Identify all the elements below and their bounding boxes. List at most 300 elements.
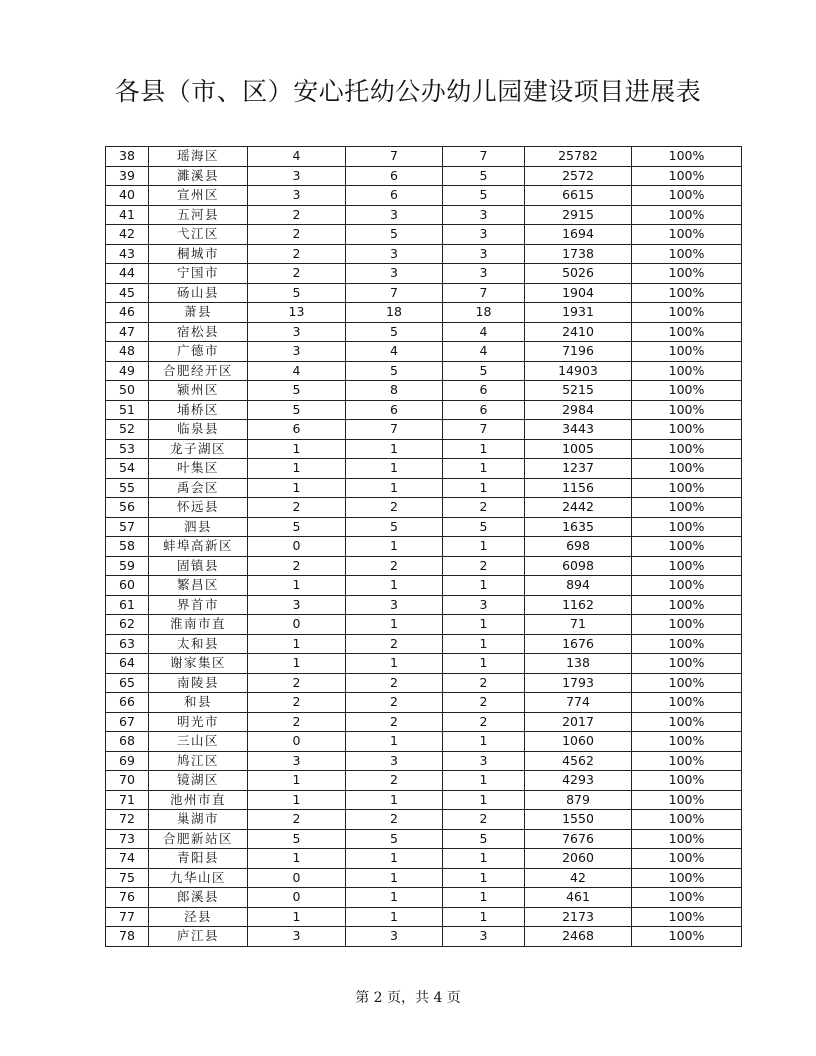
amount-cell: 2410	[525, 322, 632, 342]
count-cell-b: 1	[346, 439, 443, 459]
progress-cell: 100%	[632, 244, 742, 264]
row-index-cell: 41	[106, 205, 149, 225]
count-cell-c: 5	[443, 186, 525, 206]
count-cell-c: 3	[443, 927, 525, 947]
count-cell-b: 2	[346, 634, 443, 654]
row-index-cell: 64	[106, 654, 149, 674]
row-index-cell: 54	[106, 459, 149, 479]
count-cell-a: 1	[248, 439, 346, 459]
count-cell-a: 2	[248, 244, 346, 264]
district-name-cell: 宁国市	[149, 264, 248, 284]
count-cell-b: 3	[346, 927, 443, 947]
count-cell-c: 1	[443, 732, 525, 752]
district-name-cell: 怀远县	[149, 498, 248, 518]
amount-cell: 1060	[525, 732, 632, 752]
table-row	[106, 381, 742, 401]
count-cell-b: 18	[346, 303, 443, 323]
count-cell-a: 2	[248, 264, 346, 284]
count-cell-c: 1	[443, 615, 525, 635]
count-cell-b: 5	[346, 225, 443, 245]
table-row	[106, 166, 742, 186]
progress-cell: 100%	[632, 498, 742, 518]
amount-cell: 2442	[525, 498, 632, 518]
count-cell-a: 1	[248, 459, 346, 479]
table-row	[106, 732, 742, 752]
count-cell-c: 6	[443, 381, 525, 401]
progress-cell: 100%	[632, 322, 742, 342]
count-cell-b: 2	[346, 498, 443, 518]
count-cell-c: 1	[443, 439, 525, 459]
district-name-cell: 明光市	[149, 712, 248, 732]
count-cell-b: 1	[346, 849, 443, 869]
table-row	[106, 322, 742, 342]
count-cell-a: 1	[248, 849, 346, 869]
count-cell-a: 2	[248, 225, 346, 245]
amount-cell: 2017	[525, 712, 632, 732]
row-index-cell: 68	[106, 732, 149, 752]
table-row	[106, 927, 742, 947]
count-cell-c: 1	[443, 849, 525, 869]
row-index-cell: 78	[106, 927, 149, 947]
count-cell-a: 2	[248, 712, 346, 732]
amount-cell: 2915	[525, 205, 632, 225]
count-cell-b: 1	[346, 459, 443, 479]
district-name-cell: 合肥经开区	[149, 361, 248, 381]
count-cell-a: 2	[248, 693, 346, 713]
count-cell-b: 5	[346, 517, 443, 537]
district-name-cell: 五河县	[149, 205, 248, 225]
count-cell-a: 13	[248, 303, 346, 323]
district-name-cell: 郎溪县	[149, 888, 248, 908]
count-cell-a: 0	[248, 615, 346, 635]
table-row	[106, 654, 742, 674]
count-cell-c: 3	[443, 244, 525, 264]
count-cell-b: 7	[346, 283, 443, 303]
count-cell-a: 3	[248, 595, 346, 615]
district-name-cell: 叶集区	[149, 459, 248, 479]
district-name-cell: 九华山区	[149, 868, 248, 888]
amount-cell: 5026	[525, 264, 632, 284]
row-index-cell: 40	[106, 186, 149, 206]
count-cell-a: 4	[248, 361, 346, 381]
count-cell-a: 3	[248, 186, 346, 206]
count-cell-b: 1	[346, 537, 443, 557]
count-cell-a: 0	[248, 732, 346, 752]
count-cell-b: 2	[346, 810, 443, 830]
count-cell-c: 2	[443, 673, 525, 693]
count-cell-b: 2	[346, 712, 443, 732]
count-cell-a: 0	[248, 868, 346, 888]
amount-cell: 6098	[525, 556, 632, 576]
row-index-cell: 63	[106, 634, 149, 654]
progress-cell: 100%	[632, 186, 742, 206]
count-cell-c: 5	[443, 829, 525, 849]
amount-cell: 138	[525, 654, 632, 674]
count-cell-b: 7	[346, 420, 443, 440]
progress-table	[105, 146, 742, 947]
count-cell-c: 4	[443, 322, 525, 342]
row-index-cell: 76	[106, 888, 149, 908]
progress-cell: 100%	[632, 303, 742, 323]
district-name-cell: 池州市直	[149, 790, 248, 810]
table-row	[106, 517, 742, 537]
table-row	[106, 147, 742, 167]
progress-cell: 100%	[632, 381, 742, 401]
amount-cell: 1005	[525, 439, 632, 459]
count-cell-a: 1	[248, 654, 346, 674]
progress-cell: 100%	[632, 517, 742, 537]
table-row	[106, 790, 742, 810]
table-row	[106, 420, 742, 440]
district-name-cell: 庐江县	[149, 927, 248, 947]
progress-cell: 100%	[632, 400, 742, 420]
row-index-cell: 52	[106, 420, 149, 440]
district-name-cell: 镜湖区	[149, 771, 248, 791]
progress-cell: 100%	[632, 790, 742, 810]
amount-cell: 5215	[525, 381, 632, 401]
row-index-cell: 59	[106, 556, 149, 576]
amount-cell: 1162	[525, 595, 632, 615]
count-cell-c: 1	[443, 537, 525, 557]
progress-cell: 100%	[632, 420, 742, 440]
amount-cell: 774	[525, 693, 632, 713]
amount-cell: 42	[525, 868, 632, 888]
progress-cell: 100%	[632, 654, 742, 674]
row-index-cell: 44	[106, 264, 149, 284]
progress-cell: 100%	[632, 771, 742, 791]
count-cell-a: 3	[248, 927, 346, 947]
district-name-cell: 固镇县	[149, 556, 248, 576]
count-cell-b: 2	[346, 556, 443, 576]
district-name-cell: 谢家集区	[149, 654, 248, 674]
table-row	[106, 712, 742, 732]
count-cell-b: 1	[346, 888, 443, 908]
count-cell-c: 1	[443, 576, 525, 596]
district-name-cell: 南陵县	[149, 673, 248, 693]
progress-cell: 100%	[632, 693, 742, 713]
progress-cell: 100%	[632, 868, 742, 888]
table-row	[106, 907, 742, 927]
count-cell-a: 6	[248, 420, 346, 440]
count-cell-a: 1	[248, 634, 346, 654]
count-cell-a: 1	[248, 790, 346, 810]
progress-cell: 100%	[632, 673, 742, 693]
count-cell-b: 1	[346, 868, 443, 888]
amount-cell: 4293	[525, 771, 632, 791]
count-cell-a: 5	[248, 517, 346, 537]
row-index-cell: 39	[106, 166, 149, 186]
count-cell-c: 1	[443, 907, 525, 927]
table-row	[106, 303, 742, 323]
count-cell-a: 0	[248, 537, 346, 557]
table-row	[106, 829, 742, 849]
count-cell-a: 2	[248, 810, 346, 830]
row-index-cell: 46	[106, 303, 149, 323]
amount-cell: 1635	[525, 517, 632, 537]
count-cell-c: 3	[443, 595, 525, 615]
count-cell-b: 5	[346, 361, 443, 381]
table-row	[106, 342, 742, 362]
count-cell-c: 1	[443, 790, 525, 810]
district-name-cell: 禹会区	[149, 478, 248, 498]
district-name-cell: 广德市	[149, 342, 248, 362]
count-cell-c: 7	[443, 283, 525, 303]
count-cell-c: 5	[443, 517, 525, 537]
amount-cell: 14903	[525, 361, 632, 381]
table-body	[106, 147, 742, 947]
count-cell-c: 2	[443, 693, 525, 713]
amount-cell: 25782	[525, 147, 632, 167]
table-row	[106, 849, 742, 869]
amount-cell: 2173	[525, 907, 632, 927]
progress-cell: 100%	[632, 283, 742, 303]
count-cell-b: 6	[346, 186, 443, 206]
row-index-cell: 47	[106, 322, 149, 342]
district-name-cell: 界首市	[149, 595, 248, 615]
count-cell-c: 1	[443, 634, 525, 654]
district-name-cell: 繁昌区	[149, 576, 248, 596]
district-name-cell: 淮南市直	[149, 615, 248, 635]
count-cell-b: 1	[346, 576, 443, 596]
count-cell-b: 4	[346, 342, 443, 362]
progress-cell: 100%	[632, 595, 742, 615]
row-index-cell: 67	[106, 712, 149, 732]
count-cell-c: 5	[443, 166, 525, 186]
row-index-cell: 61	[106, 595, 149, 615]
count-cell-a: 5	[248, 829, 346, 849]
progress-cell: 100%	[632, 615, 742, 635]
count-cell-b: 6	[346, 166, 443, 186]
amount-cell: 894	[525, 576, 632, 596]
count-cell-c: 2	[443, 712, 525, 732]
district-name-cell: 埇桥区	[149, 400, 248, 420]
table-row	[106, 868, 742, 888]
district-name-cell: 宿松县	[149, 322, 248, 342]
amount-cell: 1676	[525, 634, 632, 654]
table-row	[106, 810, 742, 830]
amount-cell: 6615	[525, 186, 632, 206]
table-row	[106, 400, 742, 420]
count-cell-c: 7	[443, 420, 525, 440]
count-cell-a: 1	[248, 576, 346, 596]
table-row	[106, 283, 742, 303]
row-index-cell: 62	[106, 615, 149, 635]
row-index-cell: 49	[106, 361, 149, 381]
count-cell-a: 4	[248, 147, 346, 167]
row-index-cell: 75	[106, 868, 149, 888]
row-index-cell: 55	[106, 478, 149, 498]
table-row	[106, 615, 742, 635]
count-cell-b: 1	[346, 654, 443, 674]
amount-cell: 1904	[525, 283, 632, 303]
table-row	[106, 888, 742, 908]
district-name-cell: 和县	[149, 693, 248, 713]
count-cell-c: 1	[443, 478, 525, 498]
count-cell-a: 5	[248, 283, 346, 303]
progress-cell: 100%	[632, 849, 742, 869]
count-cell-b: 2	[346, 771, 443, 791]
row-index-cell: 58	[106, 537, 149, 557]
district-name-cell: 砀山县	[149, 283, 248, 303]
row-index-cell: 74	[106, 849, 149, 869]
row-index-cell: 50	[106, 381, 149, 401]
count-cell-a: 3	[248, 751, 346, 771]
amount-cell: 1237	[525, 459, 632, 479]
table-row	[106, 264, 742, 284]
count-cell-b: 6	[346, 400, 443, 420]
district-name-cell: 泗县	[149, 517, 248, 537]
amount-cell: 698	[525, 537, 632, 557]
district-name-cell: 濉溪县	[149, 166, 248, 186]
district-name-cell: 萧县	[149, 303, 248, 323]
count-cell-c: 18	[443, 303, 525, 323]
table-row	[106, 205, 742, 225]
count-cell-b: 8	[346, 381, 443, 401]
district-name-cell: 鸠江区	[149, 751, 248, 771]
row-index-cell: 56	[106, 498, 149, 518]
amount-cell: 1738	[525, 244, 632, 264]
row-index-cell: 48	[106, 342, 149, 362]
count-cell-b: 5	[346, 829, 443, 849]
count-cell-c: 3	[443, 225, 525, 245]
progress-cell: 100%	[632, 264, 742, 284]
table-row	[106, 751, 742, 771]
count-cell-b: 2	[346, 673, 443, 693]
progress-cell: 100%	[632, 459, 742, 479]
count-cell-b: 1	[346, 615, 443, 635]
count-cell-c: 2	[443, 556, 525, 576]
amount-cell: 1550	[525, 810, 632, 830]
amount-cell: 7676	[525, 829, 632, 849]
amount-cell: 71	[525, 615, 632, 635]
amount-cell: 3443	[525, 420, 632, 440]
table-row	[106, 478, 742, 498]
count-cell-a: 3	[248, 342, 346, 362]
progress-cell: 100%	[632, 361, 742, 381]
count-cell-a: 1	[248, 771, 346, 791]
table-row	[106, 693, 742, 713]
amount-cell: 1931	[525, 303, 632, 323]
district-name-cell: 临泉县	[149, 420, 248, 440]
count-cell-a: 1	[248, 907, 346, 927]
count-cell-b: 3	[346, 205, 443, 225]
progress-cell: 100%	[632, 751, 742, 771]
amount-cell: 461	[525, 888, 632, 908]
district-name-cell: 宣州区	[149, 186, 248, 206]
district-name-cell: 颍州区	[149, 381, 248, 401]
count-cell-c: 1	[443, 654, 525, 674]
row-index-cell: 60	[106, 576, 149, 596]
count-cell-a: 2	[248, 673, 346, 693]
count-cell-c: 1	[443, 459, 525, 479]
row-index-cell: 57	[106, 517, 149, 537]
row-index-cell: 53	[106, 439, 149, 459]
count-cell-c: 1	[443, 888, 525, 908]
progress-cell: 100%	[632, 147, 742, 167]
count-cell-c: 3	[443, 205, 525, 225]
row-index-cell: 65	[106, 673, 149, 693]
count-cell-c: 2	[443, 498, 525, 518]
count-cell-a: 5	[248, 381, 346, 401]
count-cell-c: 5	[443, 361, 525, 381]
progress-cell: 100%	[632, 907, 742, 927]
table-row	[106, 576, 742, 596]
amount-cell: 4562	[525, 751, 632, 771]
amount-cell: 1694	[525, 225, 632, 245]
district-name-cell: 蚌埠高新区	[149, 537, 248, 557]
count-cell-c: 1	[443, 868, 525, 888]
progress-cell: 100%	[632, 166, 742, 186]
district-name-cell: 太和县	[149, 634, 248, 654]
page-title: 各县（市、区）安心托幼公办幼儿园建设项目进展表	[114, 77, 702, 106]
row-index-cell: 69	[106, 751, 149, 771]
table-row	[106, 771, 742, 791]
count-cell-b: 5	[346, 322, 443, 342]
progress-cell: 100%	[632, 732, 742, 752]
row-index-cell: 43	[106, 244, 149, 264]
progress-cell: 100%	[632, 888, 742, 908]
progress-cell: 100%	[632, 634, 742, 654]
progress-cell: 100%	[632, 576, 742, 596]
amount-cell: 7196	[525, 342, 632, 362]
row-index-cell: 70	[106, 771, 149, 791]
count-cell-c: 6	[443, 400, 525, 420]
count-cell-a: 3	[248, 166, 346, 186]
row-index-cell: 51	[106, 400, 149, 420]
amount-cell: 2468	[525, 927, 632, 947]
amount-cell: 2984	[525, 400, 632, 420]
progress-cell: 100%	[632, 342, 742, 362]
district-name-cell: 三山区	[149, 732, 248, 752]
progress-cell: 100%	[632, 205, 742, 225]
progress-cell: 100%	[632, 810, 742, 830]
row-index-cell: 42	[106, 225, 149, 245]
row-index-cell: 45	[106, 283, 149, 303]
count-cell-a: 5	[248, 400, 346, 420]
district-name-cell: 瑶海区	[149, 147, 248, 167]
count-cell-b: 2	[346, 693, 443, 713]
count-cell-b: 3	[346, 595, 443, 615]
district-name-cell: 桐城市	[149, 244, 248, 264]
progress-cell: 100%	[632, 478, 742, 498]
progress-cell: 100%	[632, 556, 742, 576]
progress-cell: 100%	[632, 225, 742, 245]
table-row	[106, 459, 742, 479]
district-name-cell: 泾县	[149, 907, 248, 927]
count-cell-a: 0	[248, 888, 346, 908]
count-cell-a: 2	[248, 205, 346, 225]
progress-cell: 100%	[632, 537, 742, 557]
count-cell-a: 3	[248, 322, 346, 342]
row-index-cell: 72	[106, 810, 149, 830]
progress-cell: 100%	[632, 829, 742, 849]
district-name-cell: 龙子湖区	[149, 439, 248, 459]
count-cell-a: 2	[248, 498, 346, 518]
row-index-cell: 77	[106, 907, 149, 927]
count-cell-b: 3	[346, 244, 443, 264]
progress-cell: 100%	[632, 927, 742, 947]
table-row	[106, 186, 742, 206]
table-row	[106, 537, 742, 557]
count-cell-b: 3	[346, 264, 443, 284]
count-cell-a: 1	[248, 478, 346, 498]
row-index-cell: 38	[106, 147, 149, 167]
count-cell-b: 1	[346, 790, 443, 810]
row-index-cell: 66	[106, 693, 149, 713]
district-name-cell: 弋江区	[149, 225, 248, 245]
row-index-cell: 71	[106, 790, 149, 810]
count-cell-a: 2	[248, 556, 346, 576]
